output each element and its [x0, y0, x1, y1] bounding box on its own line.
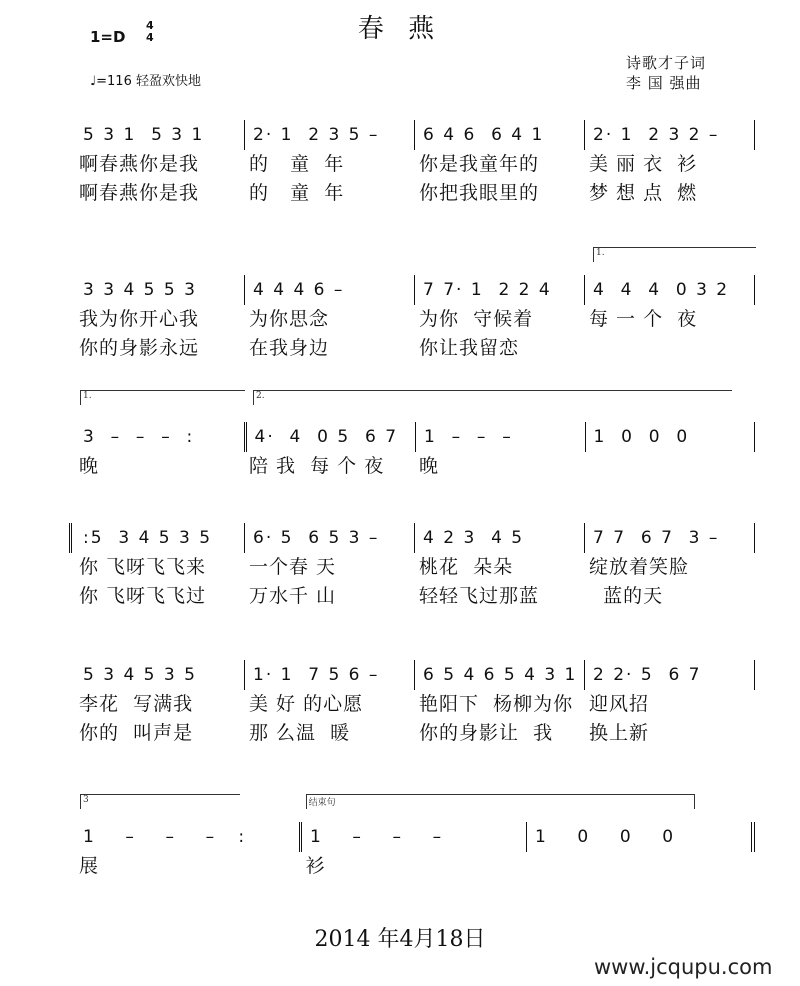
measure: 6 5 4 6 5 4 3 1: [415, 660, 585, 690]
lyric-segment: 晚: [79, 455, 100, 477]
lyric-segment: 你把我眼里的: [419, 182, 540, 204]
measure: 3 3 4 5 5 3: [75, 275, 245, 305]
lyric-segment: 桃花 朵朵: [419, 556, 514, 578]
lyric-segment: 展: [79, 855, 100, 877]
lyrics-verse-1: [75, 305, 755, 334]
lyric-segment: 轻轻飞过那蓝: [419, 585, 540, 607]
lyric-segment: 每 一 个 夜: [589, 308, 698, 330]
notes-line: [75, 660, 755, 690]
notes-line: [75, 422, 755, 452]
lyric-segment: 在我身边: [249, 337, 330, 359]
lyric-segment: 晚: [419, 455, 440, 477]
lyric-segment: [245, 481, 415, 510]
volta-bracket: 1.: [80, 390, 245, 405]
measure: 2· 1 2 3 2 –: [585, 120, 755, 150]
lyric-segment: 的 童 年: [249, 182, 345, 204]
composer: 李 国 强曲: [626, 74, 702, 92]
measure: 4· 4 0 5 6 7: [247, 422, 417, 452]
measure: 1 – – –: [302, 822, 527, 852]
measure: 7 7 6 7 3 –: [585, 523, 755, 553]
lyric-segment: 美 丽 衣 衫: [589, 153, 698, 175]
lyrics-verse-2: [75, 881, 755, 910]
time-signature: [146, 20, 154, 44]
measure: 2 2· 5 6 7: [585, 660, 755, 690]
lyric-segment: [75, 481, 245, 510]
lyric-segment: 你是我童年的: [419, 153, 540, 175]
lyrics-verse-2: [75, 179, 755, 208]
lyrics-verse-2: [75, 582, 755, 611]
time-bottom: 4: [146, 31, 154, 44]
lyric-segment: 那 么温 暖: [249, 722, 351, 744]
lyric-segment: 啊春燕你是我: [79, 182, 200, 204]
measure: 5 3 4 5 3 5: [75, 660, 245, 690]
lyrics-verse-2: [75, 334, 755, 363]
lyric-segment: [585, 481, 755, 510]
score-row: [75, 248, 755, 363]
lyric-segment: 绽放着笑脸: [589, 556, 690, 578]
measure: 1 – – – :: [75, 822, 302, 852]
lyric-segment: 一个春 天: [249, 556, 337, 578]
lyrics-verse-1: [75, 452, 755, 481]
measure: 1· 1 7 5 6 –: [245, 660, 415, 690]
lyric-segment: 你让我留恋: [419, 337, 520, 359]
notes-line: [75, 275, 755, 305]
lyric-segment: 你的身影让 我: [419, 722, 554, 744]
lyric-segment: 我为你开心我: [79, 308, 200, 330]
measure: 4 4 4 6 –: [245, 275, 415, 305]
date: 2014 年4月18日: [314, 927, 486, 952]
measure: 4 4 4 0 3 2: [585, 275, 755, 305]
volta-bracket: 1.: [593, 247, 756, 262]
lyric-segment: 衫: [305, 855, 326, 877]
lyrics-verse-1: [75, 852, 755, 881]
lyric-segment: 万水千 山: [249, 585, 337, 607]
lyric-segment: 你的身影永远: [79, 337, 200, 359]
lyrics-verse-2: [75, 481, 755, 510]
score-row: [75, 660, 755, 748]
lyric-segment: [585, 334, 755, 363]
measure: 2· 1 2 3 5 –: [245, 120, 415, 150]
lyric-segment: 为你 守候着: [419, 308, 534, 330]
measure: :5 3 4 5 3 5: [75, 523, 245, 553]
lyric-segment: 梦 想 点 燃: [589, 182, 698, 204]
lyric-segment: 陪 我 每 个 夜: [249, 455, 385, 477]
notes-line: [75, 120, 755, 150]
score-row: [75, 120, 755, 208]
lyric-segment: 李花 写满我: [79, 693, 194, 715]
volta-bracket-2: 2.: [253, 390, 732, 405]
lyric-segment: 你的 叫声是: [79, 722, 194, 744]
credits: [626, 53, 706, 93]
song-title: 春 燕: [357, 14, 443, 44]
time-top: 4: [146, 19, 154, 32]
lyric-segment: 迎风招: [589, 693, 650, 715]
volta-ending-bracket: 结束句: [306, 794, 695, 809]
measure: 5 3 1 5 3 1: [75, 120, 245, 150]
lyric-segment: 你 飞呀飞飞过: [79, 585, 207, 607]
notes-line: [75, 523, 755, 553]
lyric-segment: [585, 452, 755, 481]
measure: 1 0 0 0: [527, 822, 755, 852]
lyric-segment: 啊春燕你是我: [79, 153, 200, 175]
lyric-segment: 美 好 的心愿: [249, 693, 364, 715]
lyrics-verse-1: [75, 553, 755, 582]
lyric-segment: 换上新: [589, 722, 650, 744]
lyric-segment: 艳阳下 杨柳为你: [419, 693, 574, 715]
lyrics-verse-1: [75, 150, 755, 179]
lyric-segment: 为你思念: [249, 308, 330, 330]
measure: 7 7· 1 2 2 4: [415, 275, 585, 305]
lyric-segment: [528, 881, 755, 910]
measure: 1 0 0 0: [586, 422, 756, 452]
tempo-marking: ♩=116 轻盈欢快地: [90, 74, 201, 89]
measure: 6· 5 6 5 3 –: [245, 523, 415, 553]
lyric-segment: 蓝的天: [589, 585, 664, 607]
lyrics-verse-1: [75, 690, 755, 719]
score-row: [75, 391, 755, 510]
measure: 4 2 3 4 5: [415, 523, 585, 553]
lyric-segment: [415, 481, 585, 510]
lyric-segment: 你 飞呀飞飞来: [79, 556, 207, 578]
notes-line: [75, 822, 755, 852]
volta-bracket: 3: [80, 794, 240, 809]
lyric-segment: [528, 852, 755, 881]
score-row: [75, 795, 755, 910]
lyric-segment: 的 童 年: [249, 153, 345, 175]
measure: 6 4 6 6 4 1: [415, 120, 585, 150]
lyrics-verse-2: [75, 719, 755, 748]
key-signature: 1=D: [90, 28, 126, 46]
measure: 1 – – –: [416, 422, 586, 452]
measure: 3 – – – :: [75, 422, 247, 452]
lyricist: 诗歌才子词: [626, 54, 707, 72]
lyric-segment: [302, 881, 529, 910]
score-row: [75, 523, 755, 611]
watermark: www.jcqupu.com: [594, 955, 773, 979]
lyric-segment: [75, 881, 302, 910]
